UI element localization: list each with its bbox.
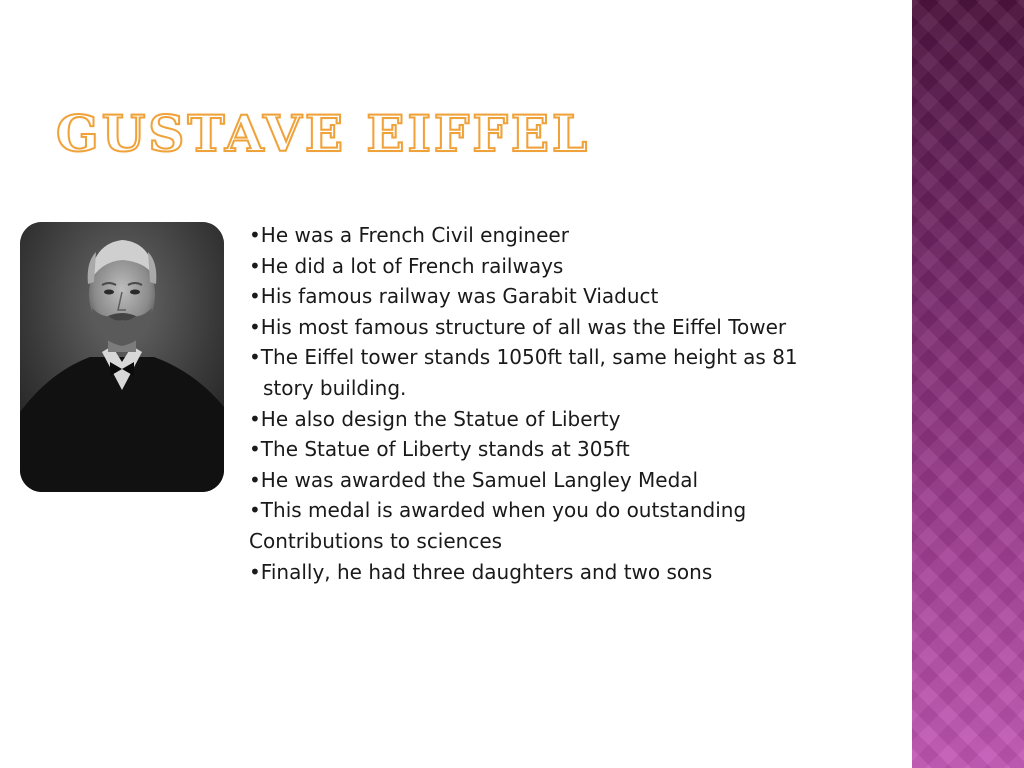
bullet-text: •He did a lot of French railways — [249, 253, 564, 278]
bullet-text: •Finally, he had three daughters and two sons — [249, 559, 713, 584]
bullet-text: •He was awarded the Samuel Langley Medal — [249, 467, 699, 492]
decorative-side-band — [912, 0, 1024, 768]
bullet-item — [249, 281, 909, 312]
bullet-item — [249, 557, 909, 588]
bullet-item — [249, 251, 909, 282]
bullet-list — [249, 220, 909, 587]
portrait-photo — [20, 222, 224, 492]
bullet-text: •This medal is awarded when you do outstanding — [249, 498, 747, 523]
bullet-text: •The Statue of Liberty stands at 305ft — [249, 437, 630, 462]
bullet-continuation: Contributions to sciences — [249, 528, 503, 553]
bullet-text: •He also design the Statue of Liberty — [249, 406, 621, 431]
bullet-item — [249, 342, 909, 403]
bullet-item — [249, 404, 909, 435]
bullet-item — [249, 434, 909, 465]
bullet-text: •The Eiffel tower stands 1050ft tall, same height as 81 — [249, 345, 798, 370]
bullet-item — [249, 495, 909, 556]
bullet-text: •His most famous structure of all was the Eiffel Tower — [249, 314, 787, 339]
bullet-text: •His famous railway was Garabit Viaduct — [249, 284, 659, 309]
bullet-continuation: story building. — [263, 375, 407, 400]
bullet-item — [249, 312, 909, 343]
slide-title: GUSTAVE EIFFEL — [56, 104, 591, 163]
bullet-item — [249, 465, 909, 496]
bullet-text: •He was a French Civil engineer — [249, 223, 569, 247]
bullet-item — [249, 220, 909, 251]
